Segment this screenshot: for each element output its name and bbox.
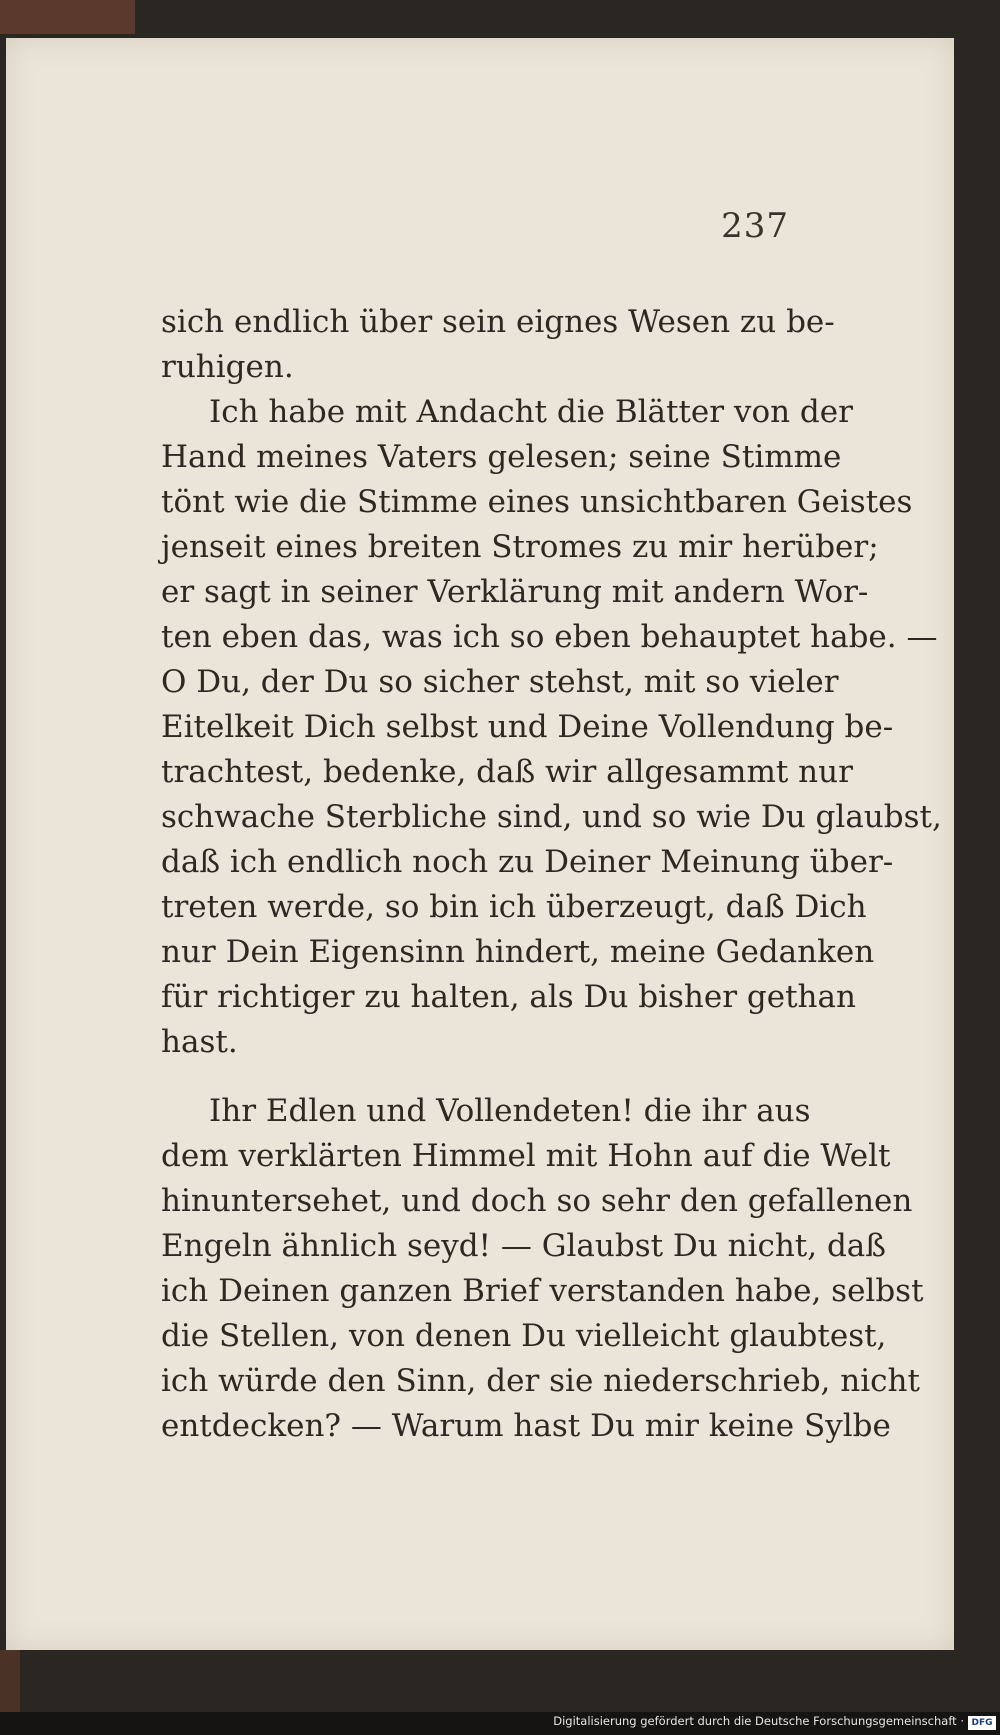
text-line: er sagt in seiner Verklärung mit andern Wor- [161, 574, 869, 610]
text-line: O Du, der Du so sicher stehst, mit so vieler [161, 664, 839, 700]
text-line: sich endlich über sein eignes Wesen zu be- [161, 304, 835, 340]
footer-bar [0, 1712, 1000, 1735]
text-line: hast. [161, 1024, 238, 1060]
text-line: treten werde, so bin ich überzeugt, daß Dich [161, 889, 867, 925]
page-number: 237 [721, 206, 789, 246]
text-line: Engeln ähnlich seyd! — Glaubst Du nicht, daß [161, 1228, 886, 1264]
text-line: jenseit eines breiten Stromes zu mir herüber; [161, 529, 879, 565]
scan-edge-top [0, 0, 135, 34]
text-line: Hand meines Vaters gelesen; seine Stimme [161, 439, 842, 475]
paragraph-gap [161, 1065, 789, 1089]
digitization-credit: Digitalisierung gefördert durch die Deutsche Forschungsgemeinschaft · [553, 1714, 964, 1728]
dfg-logo: DFG [968, 1716, 996, 1730]
text-line: die Stellen, von denen Du vielleicht glaubtest, [161, 1318, 887, 1354]
text-line: für richtiger zu halten, als Du bisher gethan [161, 979, 856, 1015]
text-line: trachtest, bedenke, daß wir allgesammt nur [161, 754, 853, 790]
text-line: hinuntersehet, und doch so sehr den gefallenen [161, 1183, 913, 1219]
book-page [6, 38, 954, 1650]
text-line: dem verklärten Himmel mit Hohn auf die Welt [161, 1138, 891, 1174]
text-line: Ihr Edlen und Vollendeten! die ihr aus [209, 1093, 811, 1129]
page-text [161, 300, 942, 1449]
text-line: entdecken? — Warum hast Du mir keine Sylbe [161, 1408, 891, 1444]
text-line: ich würde den Sinn, der sie niederschrieb, nicht [161, 1363, 920, 1399]
text-line: daß ich endlich noch zu Deiner Meinung über- [161, 844, 894, 880]
text-line: tönt wie die Stimme eines unsichtbaren Geistes [161, 484, 913, 520]
text-line: Ich habe mit Andacht die Blätter von der [209, 394, 853, 430]
text-line: Eitelkeit Dich selbst und Deine Vollendung be- [161, 709, 894, 745]
text-line: nur Dein Eigensinn hindert, meine Gedanken [161, 934, 875, 970]
text-line: schwache Sterbliche sind, und so wie Du glaubst, [161, 799, 942, 835]
text-line: ruhigen. [161, 349, 294, 385]
text-line: ten eben das, was ich so eben behauptet habe. — [161, 619, 938, 655]
text-line: ich Deinen ganzen Brief verstanden habe, selbst [161, 1273, 924, 1309]
